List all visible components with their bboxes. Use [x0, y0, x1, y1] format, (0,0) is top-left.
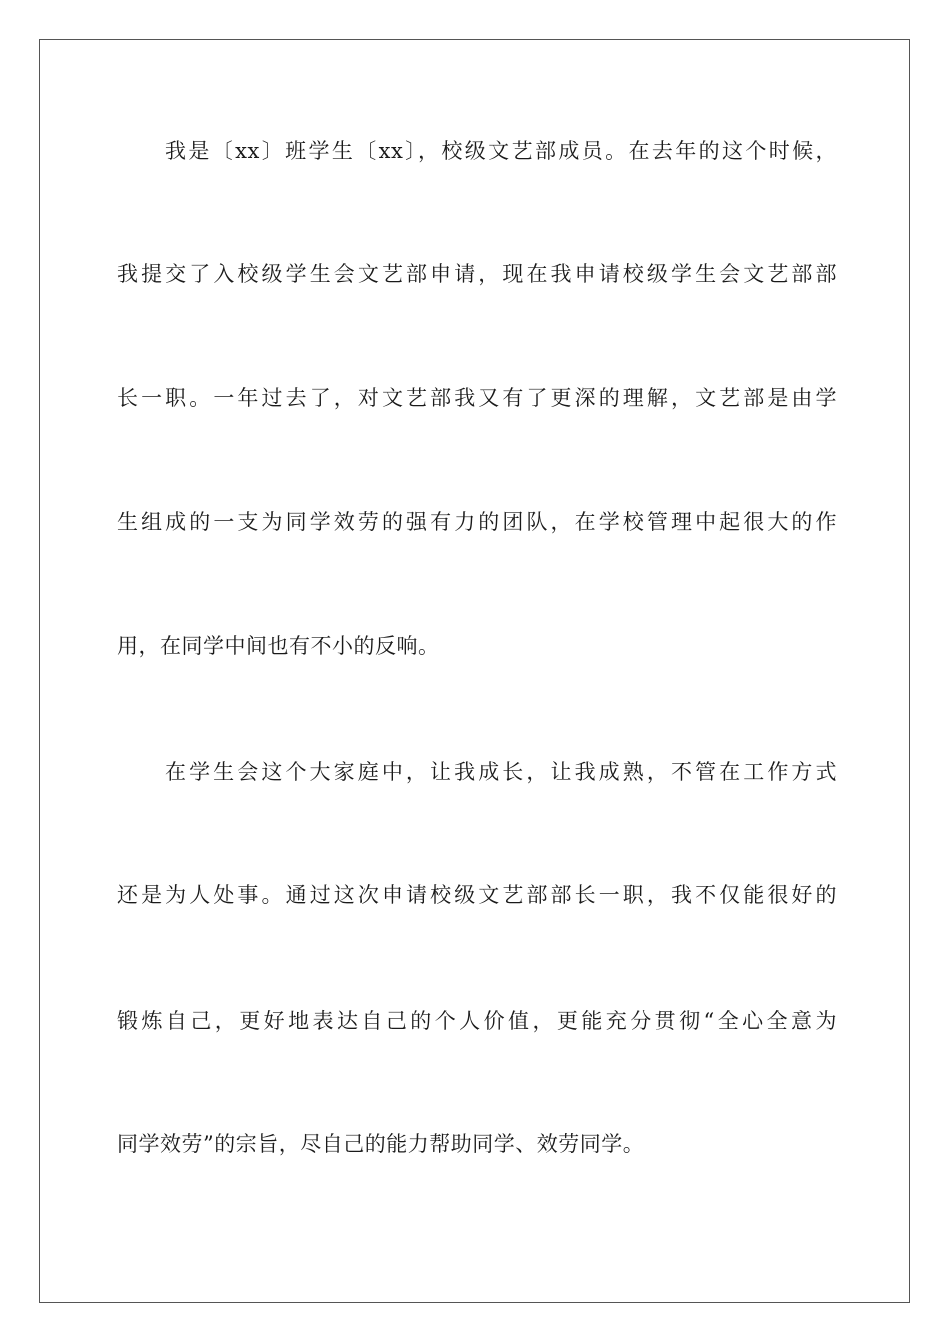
page-border — [39, 39, 910, 1303]
paragraph-2-line-1: 在学生会这个大家庭中，让我成长，让我成熟，不管在工作方式 — [165, 760, 837, 784]
paragraph-1-line-3: 长一职。一年过去了，对文艺部我又有了更深的理解，文艺部是由学 — [117, 386, 837, 410]
paragraph-2-line-2: 还是为人处事。通过这次申请校级文艺部部长一职，我不仅能很好的 — [117, 883, 837, 907]
paragraph-2-line-3: 锻炼自己，更好地表达自己的个人价值，更能充分贯彻“全心全意为 — [117, 1009, 837, 1033]
paragraph-1-line-1: 我是〔xx〕班学生〔xx〕，校级文艺部成员。在去年的这个时候， — [165, 139, 837, 163]
paragraph-1-line-4: 生组成的一支为同学效劳的强有力的团队，在学校管理中起很大的作 — [117, 510, 837, 534]
paragraph-1-line-5: 用，在同学中间也有不小的反响。 — [117, 634, 440, 658]
paragraph-1-line-2: 我提交了入校级学生会文艺部申请，现在我申请校级学生会文艺部部 — [117, 262, 837, 286]
paragraph-2-line-4: 同学效劳”的宗旨，尽自己的能力帮助同学、效劳同学。 — [117, 1132, 645, 1156]
